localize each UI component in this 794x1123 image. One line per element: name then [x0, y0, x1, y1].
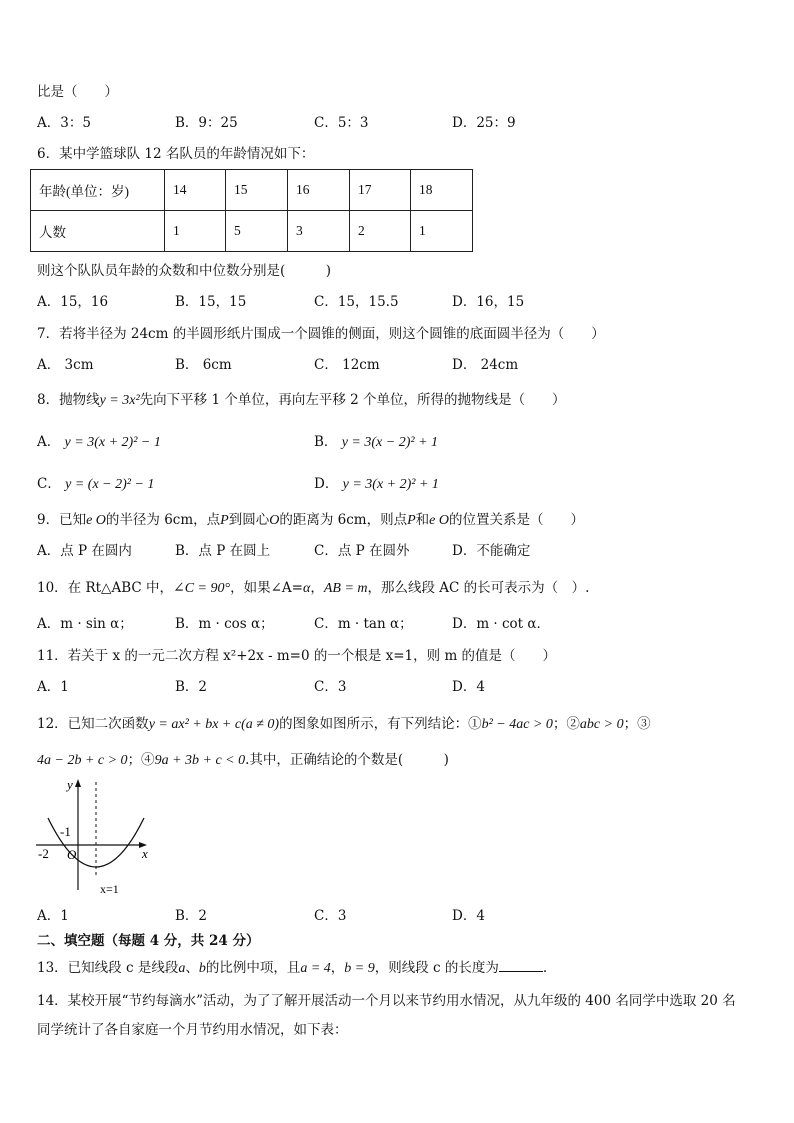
table-cell: 18 [411, 170, 473, 211]
q8-option-b-label: B． [314, 434, 338, 450]
q9-option-d: D．不能确定 [452, 543, 531, 559]
q12-line1-b: 的图象如图所示，有下列结论：① [279, 716, 482, 732]
q5-option-d: D．25：9 [452, 115, 516, 131]
q12-conclusion-2: abc > 0 [579, 717, 624, 732]
table-header-age: 年龄(单位：岁) [31, 170, 165, 211]
q12-line2 [37, 751, 449, 770]
q13-stem [37, 958, 547, 978]
q9-option-c: C．点 P 在圆外 [314, 543, 410, 559]
q12-sep3: ；④ [127, 752, 155, 768]
table-cell: 1 [165, 211, 226, 252]
age-table [30, 169, 473, 252]
q7-option-b: B． 6cm [175, 357, 232, 373]
q9-point-p-2: P [407, 513, 416, 528]
q13-var-b: b [198, 961, 206, 976]
q9-stem-c: 到圆心 [228, 512, 270, 528]
q13-stem-f: . [542, 960, 548, 976]
q8-stem [37, 391, 566, 410]
y-axis-arrow [75, 779, 81, 787]
q11-stem: 11．若关于 x 的一元二次方程 x²+2x - m=0 的一个根是 x=1，则 m 的值是（ ） [37, 648, 557, 664]
q7-option-a: A． 3cm [37, 357, 94, 373]
parabola-graph [30, 776, 160, 900]
q9-circle-symbol-2: e O [429, 513, 449, 528]
q10-stem [37, 579, 589, 598]
q9-stem-e: 和 [415, 512, 430, 528]
q10-option-c: C．m · tan α； [314, 616, 413, 632]
q8-option-a-formula: y = 3(x + 2)² − 1 [64, 435, 161, 450]
q12-function: y = ax² + bx + c(a ≠ 0) [148, 717, 280, 732]
q10-angle: ∠C = 90° [172, 581, 231, 596]
q9-stem-f: 的位置关系是（ ） [449, 512, 584, 528]
q11-option-b: B．2 [175, 679, 208, 695]
q12-option-a: A．1 [37, 908, 69, 924]
q8-stem-b: 先向下平移 1 个单位，再向左平移 2 个单位，所得的抛物线是（ ） [139, 392, 566, 408]
q8-option-d-formula: y = 3(x + 2)² + 1 [342, 477, 439, 492]
q13-stem-c: 的比例中项，且 [205, 960, 301, 976]
y-axis-label: y [67, 777, 73, 792]
q6-option-d: D．16，15 [452, 294, 525, 310]
table-cell: 15 [226, 170, 288, 211]
q9-point-o: O [269, 513, 280, 528]
q9-option-b: B．点 P 在圆上 [175, 543, 271, 559]
q9-stem [37, 511, 584, 530]
q11-option-a: A．1 [37, 679, 69, 695]
q8-option-c [37, 475, 154, 494]
q7-option-c: C． 12cm [314, 357, 380, 373]
q8-option-d-label: D． [314, 476, 339, 492]
q8-option-d [314, 475, 439, 494]
q12-line1 [37, 715, 651, 734]
label-neg1: -1 [60, 824, 71, 839]
q12-line1-a: 12．已知二次函数 [37, 716, 149, 732]
q12-conclusion-1: b² − 4ac > 0 [481, 717, 553, 732]
q6-option-b: B．15，15 [175, 294, 247, 310]
q12-line2-b: .其中，正确结论的个数是( ) [245, 752, 449, 768]
q10-option-d: D．m · cot α． [452, 616, 551, 632]
table-cell: 16 [288, 170, 350, 211]
q12-option-b: B．2 [175, 908, 208, 924]
q10-option-b: B．m · cos α； [175, 616, 274, 632]
q5-stem-tail: 比是（ ） [37, 84, 118, 100]
origin-label: O [67, 847, 77, 862]
q13-stem-d: ， [330, 960, 345, 976]
q6-option-a: A．15，16 [37, 294, 109, 310]
q8-option-a-label: A． [37, 434, 61, 450]
q12-option-d: D．4 [452, 908, 485, 924]
q14-line1: 14．某校开展“节约每滴水”活动，为了了解开展活动一个月以来节约用水情况，从九年级的 400 名同学中选取 20 名 [37, 993, 736, 1009]
q10-ab: AB = m [323, 581, 368, 596]
q12-sep1: ；② [552, 716, 580, 732]
table-header-count: 人数 [31, 211, 165, 252]
q13-stem-b: 、 [185, 960, 199, 976]
q7-stem: 7．若将半径为 24cm 的半圆形纸片围成一个圆锥的侧面，则这个圆锥的底面圆半径为（ ） [37, 326, 605, 342]
q9-option-a: A．点 P 在圆内 [37, 543, 132, 559]
label-neg2: -2 [38, 846, 49, 861]
q8-stem-a: 8．抛物线 [37, 392, 100, 408]
q6-question: 则这个队队员年龄的众数和中位数分别是( ) [37, 263, 332, 279]
table-cell: 17 [350, 170, 411, 211]
q11-option-d: D．4 [452, 679, 485, 695]
table-cell: 14 [165, 170, 226, 211]
table-cell: 3 [288, 211, 350, 252]
q9-stem-b: 的半径为 6cm，点 [105, 512, 221, 528]
q5-option-a: A．3：5 [37, 115, 91, 131]
q13-value-a: a = 4 [300, 961, 331, 976]
q14-line2: 同学统计了各自家庭一个月节约用水情况，如下表： [37, 1022, 348, 1038]
q12-conclusion-4: 9a + 3b + c < 0 [154, 753, 246, 768]
q8-option-b-formula: y = 3(x − 2)² + 1 [341, 435, 439, 450]
table-row [31, 211, 473, 252]
q8-option-b [314, 433, 438, 452]
q12-option-c: C．3 [314, 908, 347, 924]
q13-var-a: a [178, 961, 186, 976]
q13-stem-a: 13．已知线段 c 是线段 [37, 960, 179, 976]
table-cell: 1 [411, 211, 473, 252]
table-cell: 5 [226, 211, 288, 252]
q8-stem-formula: y = 3x² [99, 393, 140, 408]
q9-stem-a: 9．已知 [37, 512, 87, 528]
q10-alpha: α [302, 581, 311, 596]
q10-stem-d: ，那么线段 AC 的长可表示为（ ）. [367, 580, 590, 596]
q6-option-c: C．15，15.5 [314, 294, 399, 310]
q12-conclusion-3: 4a − 2b + c > 0 [37, 753, 128, 768]
table-cell: 2 [350, 211, 411, 252]
x-axis-label: x [142, 846, 148, 861]
q5-option-b: B．9：25 [175, 115, 238, 131]
q12-sep2: ；③ [623, 716, 651, 732]
q8-option-c-label: C． [37, 476, 61, 492]
q8-option-c-formula: y = (x − 2)² − 1 [65, 477, 155, 492]
axis-of-symmetry-label: x=1 [100, 882, 119, 896]
q13-stem-e: ，则线段 c 的长度为 [374, 960, 499, 976]
q9-stem-d: 的距离为 6cm，则点 [279, 512, 408, 528]
answer-blank[interactable] [499, 958, 543, 972]
q5-option-c: C．5：3 [314, 115, 369, 131]
q10-stem-c: ， [310, 580, 324, 596]
q11-option-c: C．3 [314, 679, 347, 695]
q7-option-d: D． 24cm [452, 357, 519, 373]
q13-value-b: b = 9 [344, 961, 375, 976]
q10-option-a: A．m · sin α； [37, 616, 133, 632]
q10-stem-a: 10．在 Rt△ABC 中， [37, 580, 173, 596]
q9-point-p: P [220, 513, 229, 528]
q10-stem-b: ，如果∠A= [230, 580, 303, 596]
q8-option-a [37, 433, 161, 452]
q6-stem: 6．某中学篮球队 12 名队员的年龄情况如下： [37, 146, 315, 162]
table-row [31, 170, 473, 211]
q9-circle-symbol: e O [86, 513, 106, 528]
section2-title: 二、填空题（每题 4 分，共 24 分） [37, 933, 260, 949]
